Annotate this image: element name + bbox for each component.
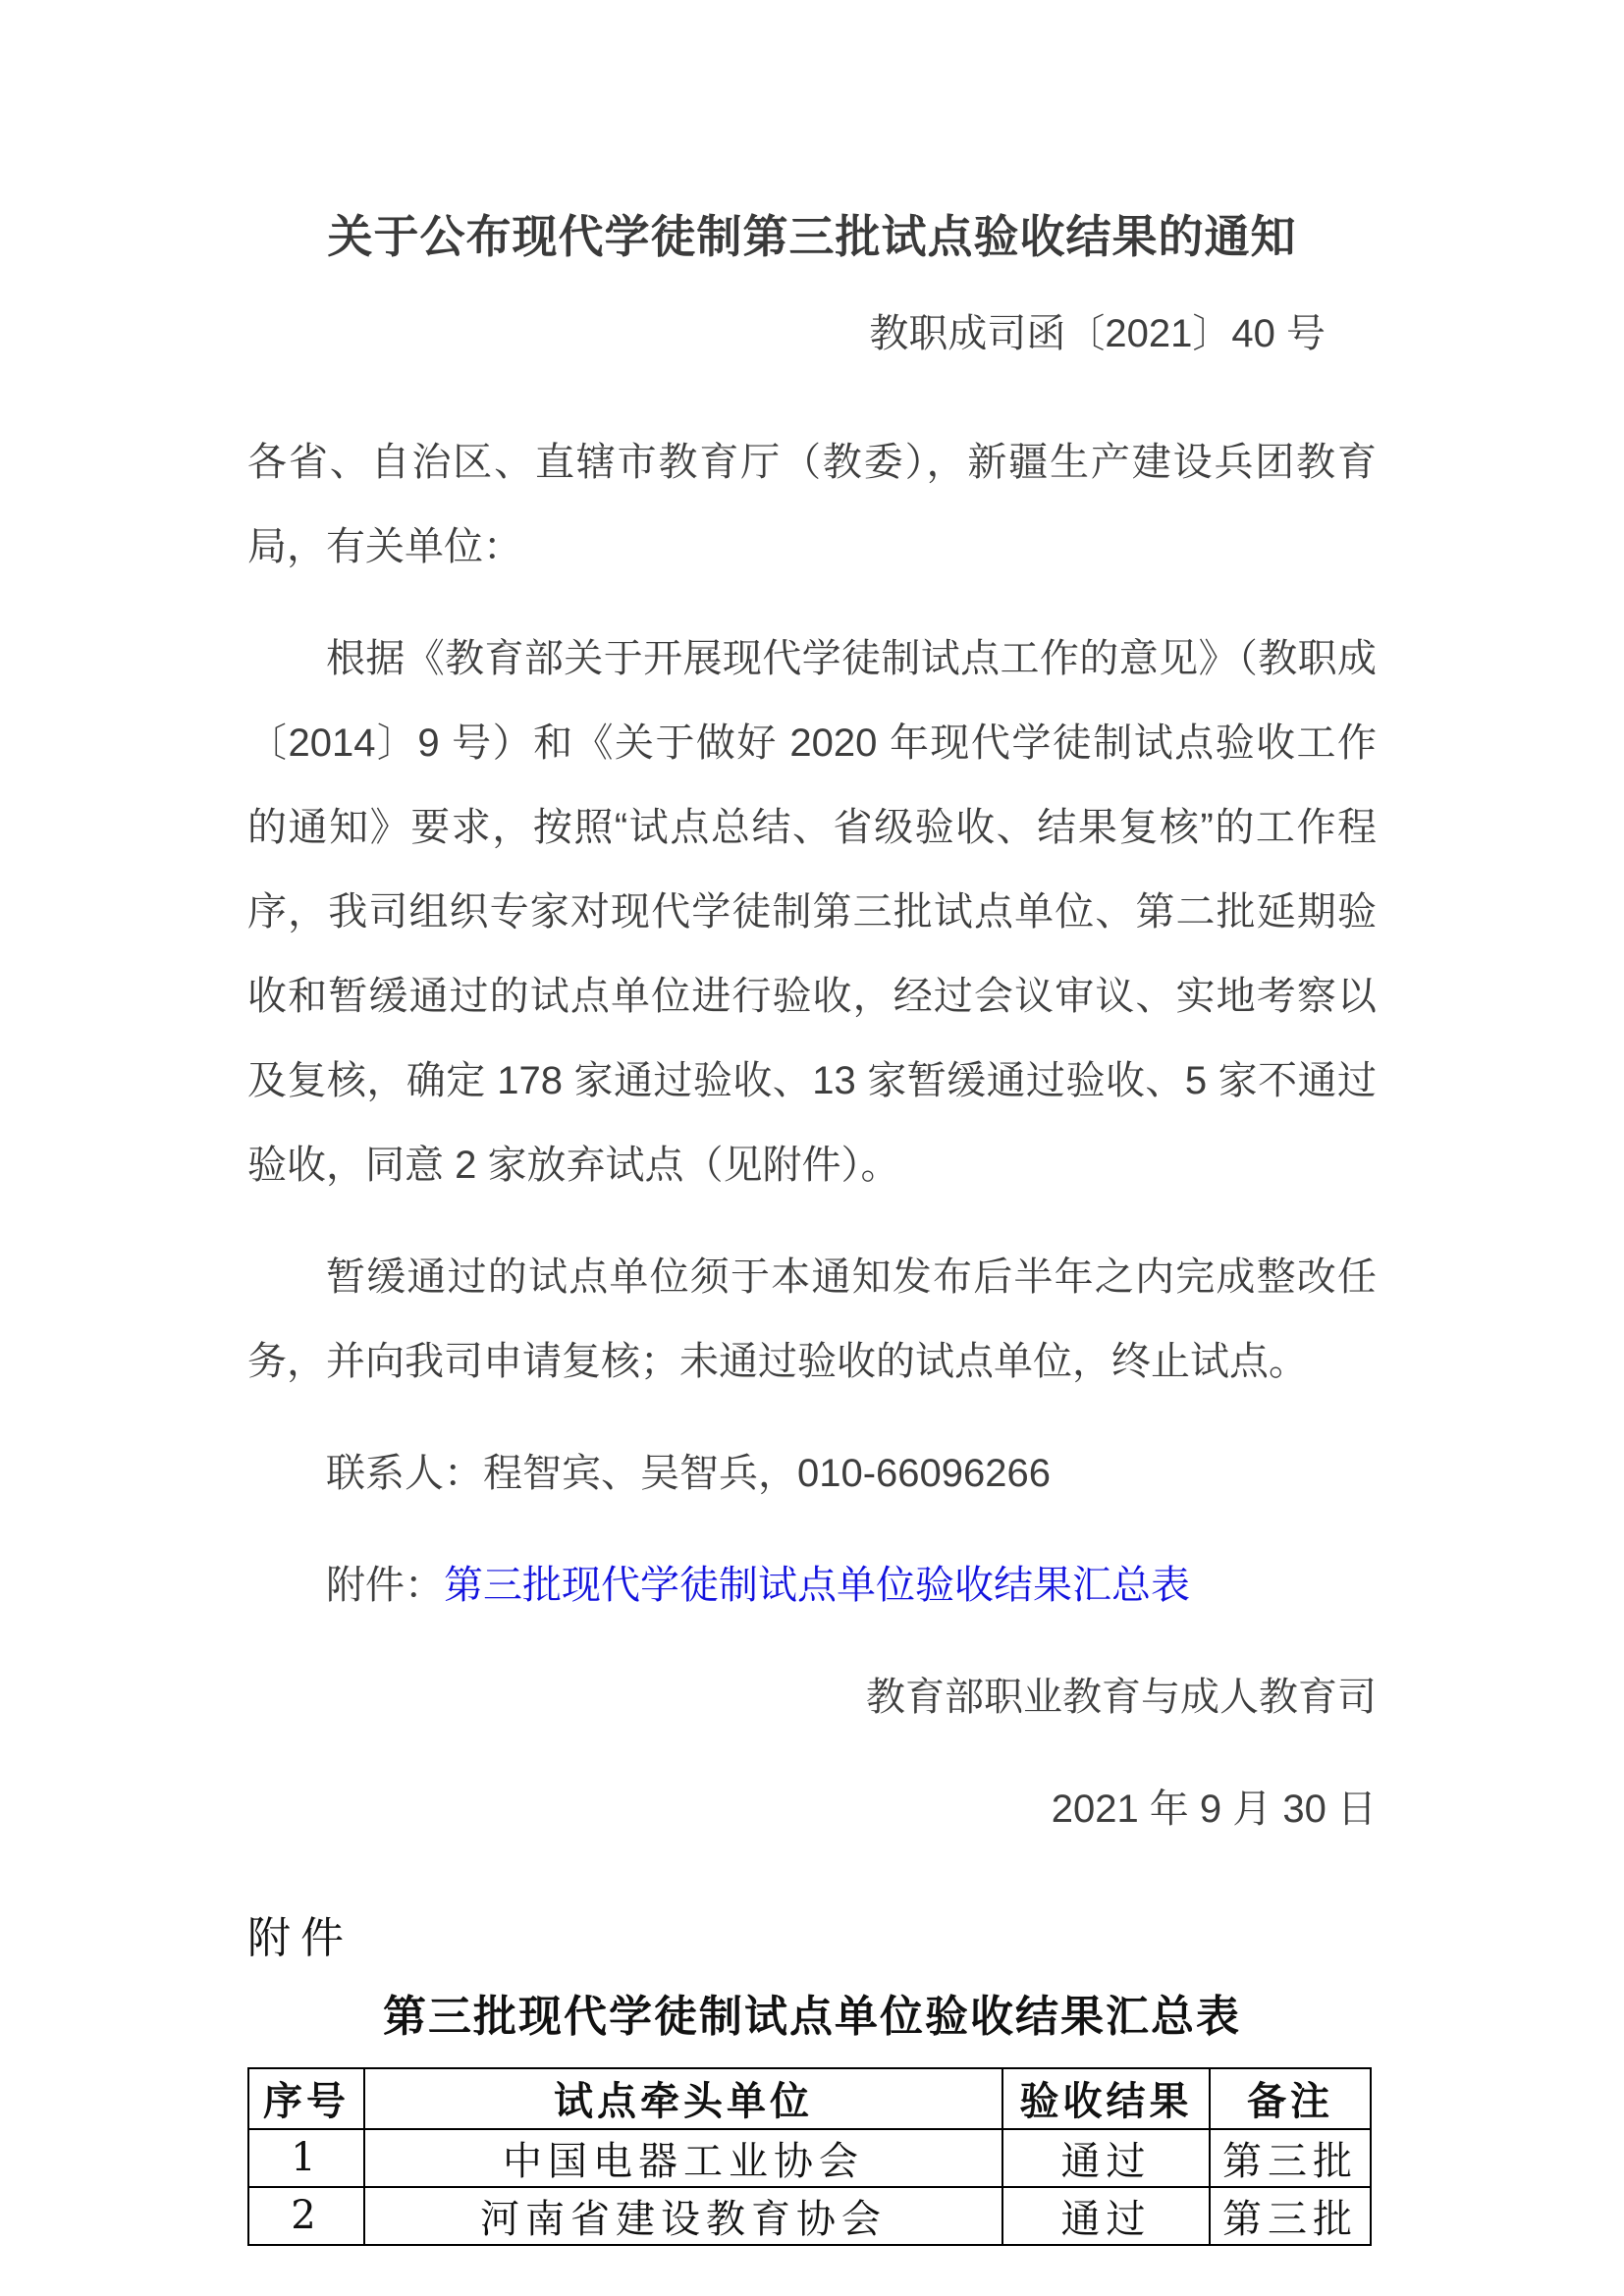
issuer-line: 教育部职业教育与成人教育司 [866, 1675, 1377, 1719]
column-header-lead-unit: 试点牵头单位 [364, 2068, 1002, 2129]
cell-lead-unit: 中国电器工业协会 [364, 2129, 1002, 2187]
table-header-row [248, 2068, 1371, 2129]
appendix-table-title: 第三批现代学徒制试点单位验收结果汇总表 [383, 1992, 1241, 2041]
table-body [248, 2129, 1371, 2245]
paragraph-rectification: 暂缓通过的试点单位须于本通知发布后半年之内完成整改任务，并向我司申请复核；未通过验收的试点单位，终止试点。 [247, 1255, 1377, 1383]
paragraph-acceptance-results: 根据《教育部关于开展现代学徒制试点工作的意见》（教职成〔2014〕9 号）和《关于做好 2020 年现代学徒制试点验收工作的通知》要求，按照“试点总结、省级验收、结果复核”的工作程序，我司组织专家对现代学徒制第三批试点单位、第二批延期验收和暂缓通过的试点单位进行验收，经过会议审议、实地考察以及复核，确定 178 家通过验收、13 家暂缓通过验收、5 家不通过验收，同意 2 家放弃试点（见附件）。 [247, 636, 1377, 1187]
appendix-section-label: 附件 [247, 1912, 353, 1963]
cell-index: 2 [248, 2187, 364, 2245]
cell-lead-unit: 河南省建设教育协会 [364, 2187, 1002, 2245]
attachment-link[interactable]: 第三批现代学徒制试点单位验收结果汇总表 [444, 1563, 1190, 1607]
attachment-label: 附件： [326, 1563, 444, 1607]
salutation-line: 各省、自治区、直辖市教育厅（教委），新疆生产建设兵团教育局，有关单位： [247, 440, 1377, 568]
doc-number: 教职成司函〔2021〕40 号 [869, 311, 1326, 355]
notice-content [247, 0, 1377, 2246]
table-row [248, 2129, 1371, 2187]
column-header-index: 序号 [248, 2068, 364, 2129]
cell-result: 通过 [1002, 2129, 1210, 2187]
table-row [248, 2187, 1371, 2245]
cell-result: 通过 [1002, 2187, 1210, 2245]
attachment-line [247, 1543, 1377, 1628]
acceptance-result-table [247, 2067, 1372, 2246]
cell-index: 1 [248, 2129, 364, 2187]
column-header-result: 验收结果 [1002, 2068, 1210, 2129]
page-title: 关于公布现代学徒制第三批试点验收结果的通知 [327, 211, 1297, 262]
cell-remark: 第三批 [1210, 2129, 1371, 2187]
cell-remark: 第三批 [1210, 2187, 1371, 2245]
issue-date-line: 2021 年 9 月 30 日 [1051, 1787, 1377, 1831]
column-header-remark: 备注 [1210, 2068, 1371, 2129]
contact-line: 联系人：程智宾、吴智兵，010-66096266 [326, 1451, 1052, 1495]
